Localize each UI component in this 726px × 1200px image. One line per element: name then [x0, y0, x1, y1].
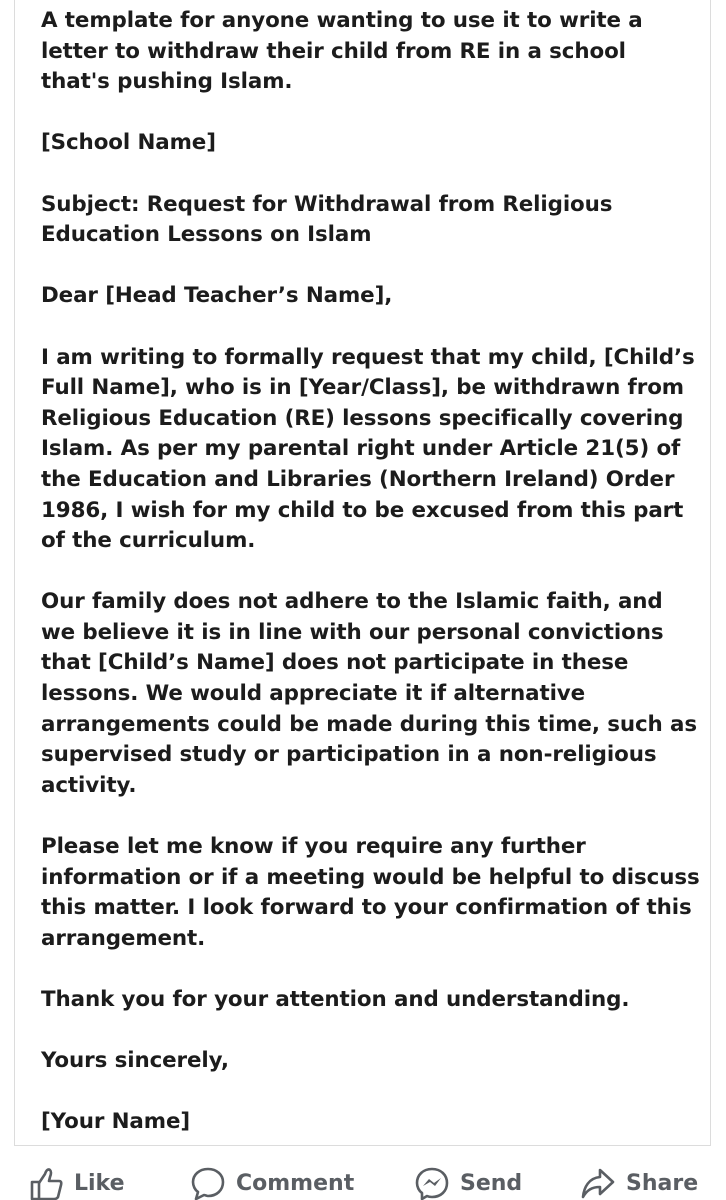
post-text — [41, 6, 701, 1138]
post-paragraph-salutation: Dear [Head Teacher’s Name], — [41, 283, 393, 309]
like-label: Like — [74, 1171, 125, 1196]
post-paragraph-subject: Subject: Request for Withdrawal from Religious Education Lessons on Islam — [41, 191, 613, 248]
post-paragraph-signoff: Yours sincerely, — [41, 1048, 229, 1074]
post-paragraph-your-name: [Your Name] — [41, 1109, 191, 1135]
speech-bubble-icon — [190, 1165, 226, 1200]
comment-button[interactable] — [190, 1165, 354, 1200]
post-paragraph-school-name: [School Name] — [41, 130, 216, 156]
like-button[interactable] — [28, 1165, 125, 1200]
post-card-bottom-border — [14, 1145, 711, 1146]
send-button[interactable] — [414, 1165, 522, 1200]
post-action-bar — [0, 1165, 726, 1200]
share-arrow-icon — [580, 1165, 616, 1200]
post-paragraph-thanks: Thank you for your attention and understanding. — [41, 987, 630, 1012]
post-paragraph-reasons: Our family does not adhere to the Islamic faith, and we believe it is in line with our personal convictions that [Child’s Name] does not participate in these lessons. We would appreciate it if alternative arrangements could be made during this time, such as supervised study or participation in a non-religious activity. — [41, 589, 697, 798]
share-label: Share — [626, 1171, 699, 1196]
post-card-left-border — [14, 0, 15, 1145]
post-paragraph-contact: Please let me know if you require any further information or if a meeting would be helpful to discuss this matter. I look forward to your confirmation of this arrangement. — [41, 834, 700, 951]
post-paragraph-intro: A template for anyone wanting to use it to write a letter to withdraw their child from RE in a school that's pushing Islam. — [41, 8, 643, 95]
comment-label: Comment — [236, 1171, 355, 1196]
post-paragraph-request: I am writing to formally request that my child, [Child’s Full Name], who is in [Year/Class], be withdrawn from Religious Education (RE) lessons specifically covering Islam. As per my parental right under Article 21(5) of the Education and Libraries (Northern Ireland) Order 1986, I wish for my child to be excused from this part of the curriculum. — [41, 344, 695, 554]
send-label: Send — [460, 1171, 523, 1196]
share-button[interactable] — [580, 1165, 698, 1200]
thumbs-up-icon — [28, 1165, 64, 1200]
messenger-icon — [414, 1165, 450, 1200]
post-card-right-border — [710, 0, 711, 1145]
